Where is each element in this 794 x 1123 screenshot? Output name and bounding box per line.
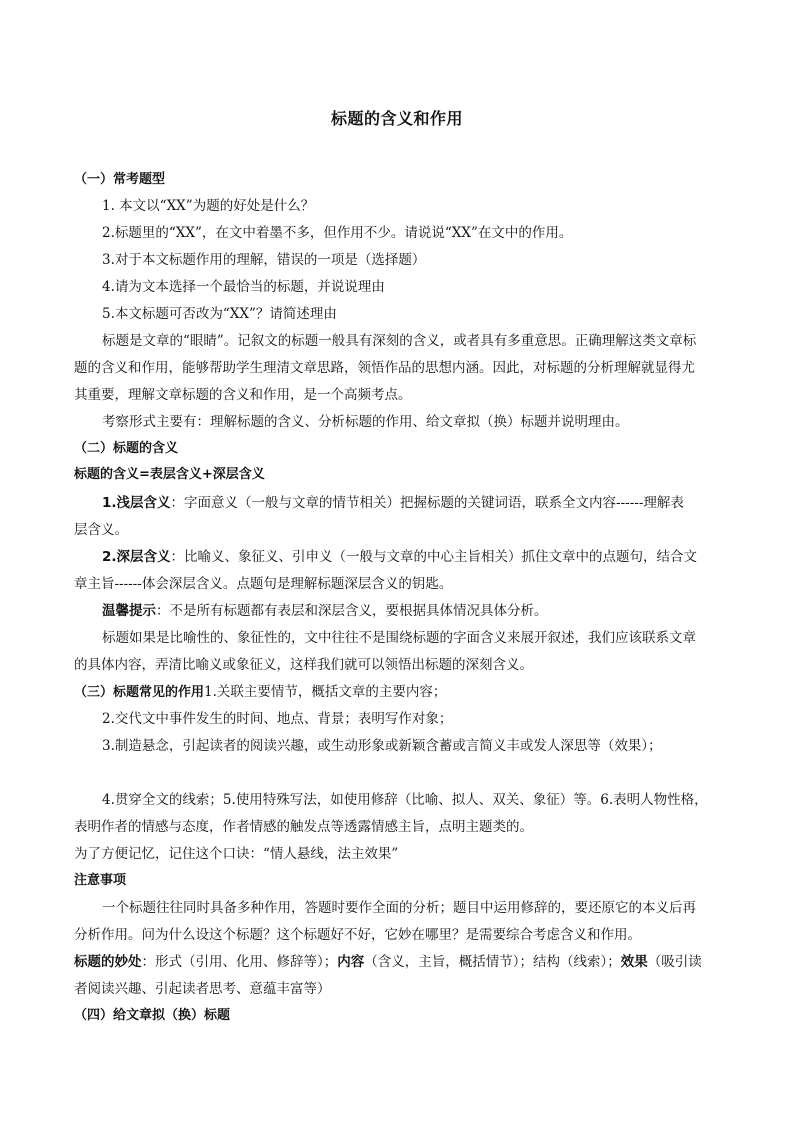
shallow-meaning-text: ：字面意义（一般与文章的情节相关）把握标题的关键词语，联系全文内容------理解表 (170, 495, 684, 511)
merits-text: （吸引读 (647, 954, 702, 970)
shallow-meaning-label: 1.浅层含义 (102, 495, 171, 511)
paragraph-line: 的具体内容，弄清比喻义或象征义，这样我们就可以领悟出标题的深刻含义。 (74, 657, 533, 673)
mnemonic: 为了方便记忆，记住这个口诀：“情人悬线，法主效果” (74, 846, 399, 862)
paragraph-line: 层含义。 (74, 522, 128, 538)
notes-heading: 注意事项 (74, 873, 127, 888)
function-1: 1.关联主要情节，概括文章的主要内容； (204, 684, 447, 700)
question-2: 2.标题里的“XX”，在文中着墨不多，但作用不少。请说说“XX”在文中的作用。 (102, 225, 573, 241)
merits-effect-label: 效果 (620, 954, 648, 970)
paragraph-line: 章主旨------体会深层含义。点题句是理解标题深层含义的钥匙。 (74, 576, 453, 592)
question-3: 3.对于本文标题作用的理解，错误的一项是（选择题） (102, 252, 426, 268)
merits-line (74, 952, 734, 972)
section-heading-meaning: （二）标题的含义 (74, 441, 179, 456)
tip-text: ：不是所有标题都有表层和深层含义，要根据具体情况具体分析。 (156, 603, 548, 619)
paragraph-line: 表明作者的情感与态度，作者情感的触发点等透露情感主旨，点明主题类的。 (74, 819, 533, 835)
meaning-formula: 标题的含义=表层含义+深层含义 (74, 467, 265, 482)
function-heading-line (74, 682, 734, 703)
question-5: 5.本文标题可否改为“XX”？请简述理由 (102, 306, 337, 322)
function-4: 4.贯穿全文的线索；5.使用特殊写法，如使用修辞（比喻、拟人、双关、象征）等。6.表明人物性格， (102, 792, 708, 808)
paragraph-line: 者阅读兴趣、引起读者思考、意蕴丰富等） (74, 981, 331, 997)
paragraph-line: 分析作用。问为什么设这个标题？这个标题好不好，它妙在哪里？是需要综合考虑含义和作用。 (74, 927, 641, 943)
page-title: 标题的含义和作用 (330, 109, 463, 128)
paragraph-line: 一个标题往往同时具备多种作用，答题时要作全面的分析；题目中运用修辞的，要还原它的本义后再 (102, 900, 696, 916)
question-4: 4.请为文本选择一个最恰当的标题，并说说理由 (102, 279, 385, 295)
tip-line (102, 601, 762, 621)
function-3: 3.制造悬念，引起读者的阅读兴趣，或生动形象或新颖含蓄或言简义丰或发人深思等（效果）； (102, 738, 662, 754)
deep-meaning-text: ：比喻义、象征义、引申义（一般与文章的中心主旨相关）抓住文章中的点题句，结合文 (170, 549, 698, 565)
paragraph-line: 标题是文章的“眼睛”。记叙文的标题一般具有深刻的含义，或者具有多重意思。正确理解这类文章标 (102, 333, 697, 349)
tip-label: 温馨提示 (102, 603, 156, 619)
merits-text: （含义，主旨，概括情节）；结构（线索）； (364, 954, 621, 970)
paragraph-line: 题的含义和作用，能够帮助学生理清文章思路，领悟作品的思想内涵。因此，对标题的分析理解就显得尤 (74, 360, 695, 376)
section-heading-functions: （三）标题常见的作用 (74, 685, 205, 700)
section-heading-title-writing: （四）给文章拟（换）标题 (74, 1008, 231, 1023)
question-1: 1. 本文以“XX”为题的好处是什么？ (102, 198, 315, 214)
merits-content-label: 内容 (337, 954, 365, 970)
shallow-meaning-line (102, 493, 762, 513)
paragraph-line: 其重要，理解文章标题的含义和作用，是一个高频考点。 (74, 387, 412, 403)
deep-meaning-line (102, 547, 762, 567)
deep-meaning-label: 2.深层含义 (102, 549, 171, 565)
section-heading-common-questions: （一）常考题型 (74, 172, 166, 187)
function-2: 2.交代文中事件发生的时间、地点、背景；表明写作对象； (102, 711, 453, 727)
paragraph-line: 考察形式主要有：理解标题的含义、分析标题的作用、给文章拟（换）标题并说明理由。 (102, 414, 629, 430)
merits-label: 标题的妙处 (74, 954, 142, 970)
paragraph-line: 标题如果是比喻性的、象征性的，文中往往不是围绕标题的字面含义来展开叙述，我们应该联系文章 (102, 630, 696, 646)
merits-text: ：形式（引用、化用、修辞等）； (141, 954, 338, 970)
